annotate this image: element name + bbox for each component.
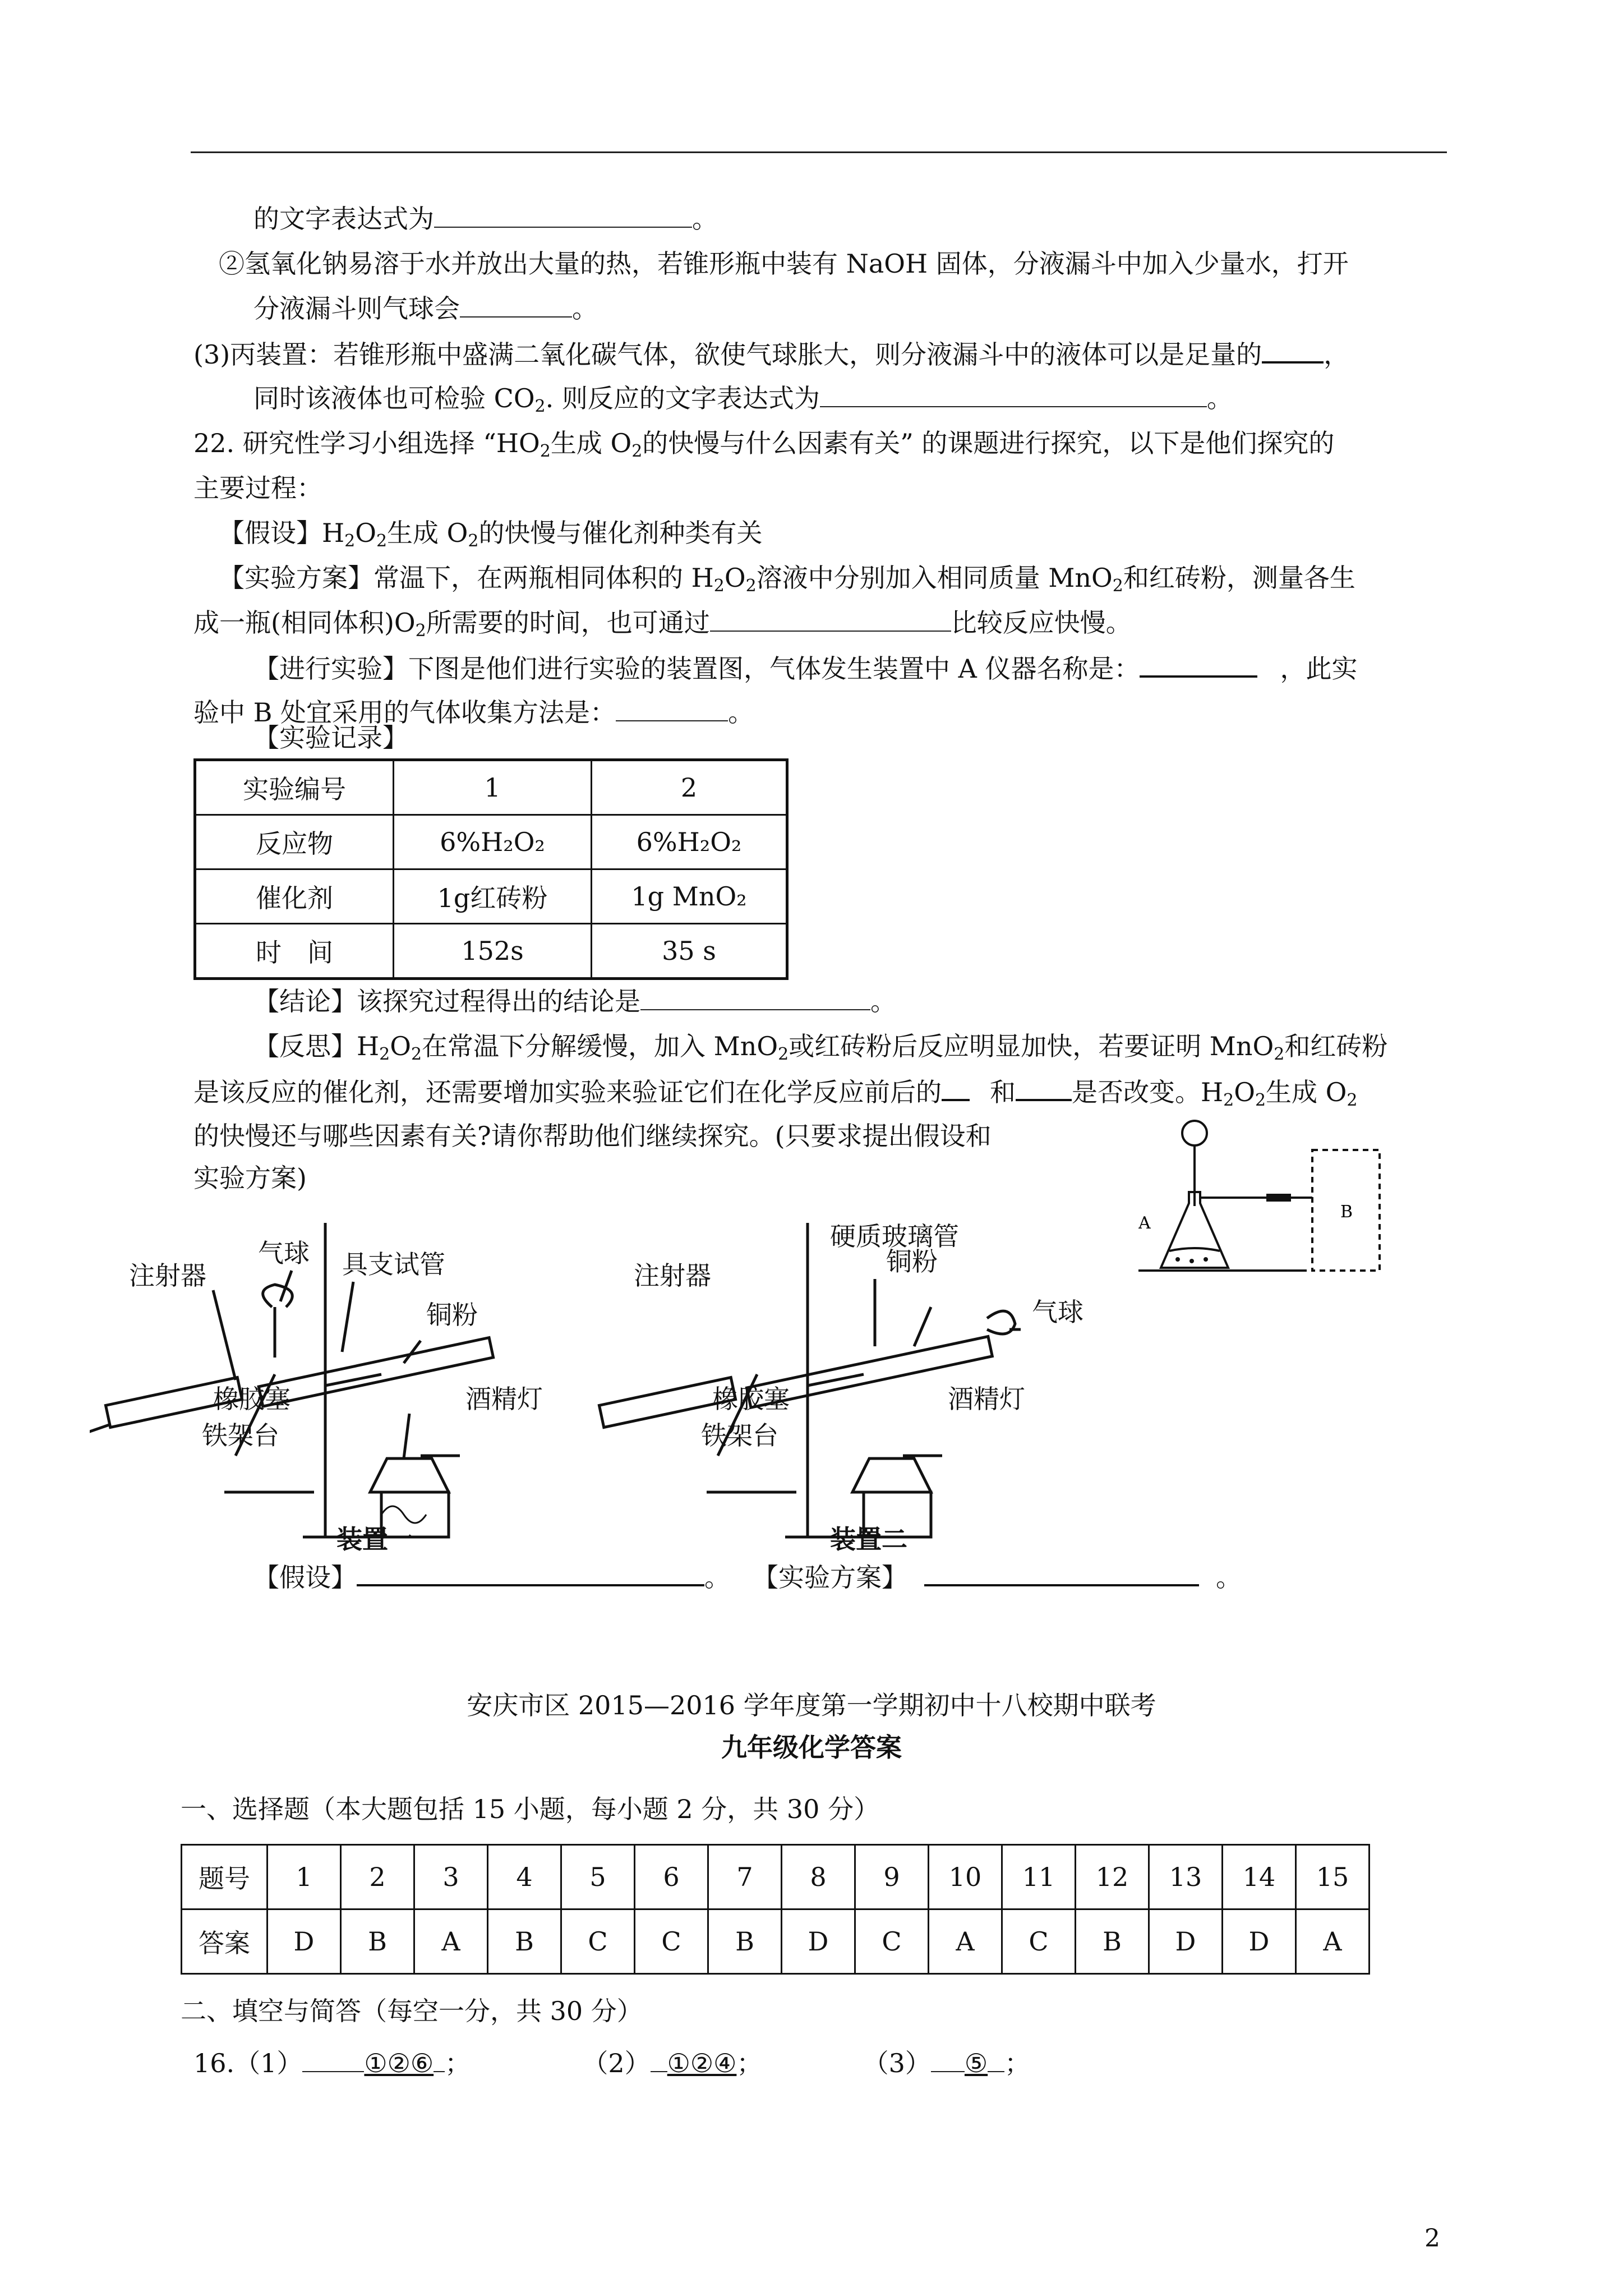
table-cell: 反应物 — [195, 815, 394, 869]
answer-blank — [434, 2046, 445, 2072]
figure-label: 酒精灯 — [948, 1384, 1025, 1414]
text: O — [724, 563, 746, 593]
answer-blank — [924, 1559, 1199, 1586]
reflection-line-3 — [193, 1119, 992, 1153]
text: . 则反应的文字表达式为 — [545, 383, 820, 413]
figure-label: B — [1340, 1202, 1353, 1222]
answer-blank — [931, 2046, 965, 2072]
table-cell: A — [1296, 1910, 1370, 1974]
experiment-record-table — [193, 758, 789, 980]
table-cell: A — [414, 1910, 488, 1974]
answer-blank — [988, 2046, 1004, 2072]
figure-label: 气球 — [258, 1239, 310, 1268]
text: 【进行实验】下图是他们进行实验的装置图，气体发生装置中 A 仪器名称是： — [253, 654, 1140, 684]
subscript: 2 — [411, 1045, 422, 1064]
figure-label: 硬质玻璃管 — [830, 1222, 959, 1251]
header-rule — [191, 151, 1447, 153]
gas-generation-apparatus — [1138, 1116, 1385, 1285]
text: 。 — [692, 204, 718, 234]
text: 安庆市区 2015—2016 学年度第一学期初中十八校期中联考 — [467, 1690, 1156, 1720]
text: O — [390, 1031, 411, 1061]
plan-line-2 — [193, 606, 1132, 639]
table-cell: 13 — [1149, 1845, 1223, 1910]
text: 是否改变。H — [1072, 1077, 1224, 1107]
text: 【假设】 — [253, 1562, 357, 1593]
subscript: 2 — [379, 1045, 390, 1064]
text: 的快慢与催化剂种类有关 — [478, 518, 763, 548]
record-heading — [253, 721, 408, 754]
table-row — [182, 1845, 1370, 1910]
text: 分液漏斗则气球会 — [253, 293, 460, 324]
figure-label: 注射器 — [129, 1261, 206, 1290]
text: 溶液中分别加入相同质量 MnO — [756, 563, 1113, 593]
text: 实验方案) — [193, 1163, 307, 1193]
answer-blank — [651, 2046, 667, 2072]
text: 。 — [704, 1562, 730, 1593]
answer-text: ⑤ — [964, 2048, 988, 2078]
text: 在常温下分解缓慢，加入 MnO — [422, 1031, 778, 1061]
table-cell: 8 — [782, 1845, 855, 1910]
table-cell: C — [635, 1910, 708, 1974]
text: 成一瓶(相同体积)O — [193, 608, 416, 638]
text: 二、填空与简答（每空一分，共 30 分） — [181, 1996, 643, 2026]
text: O — [519, 428, 540, 458]
reflection-line-2 — [193, 1074, 1357, 1109]
answer-key-title — [0, 1688, 1623, 1722]
text: (3)丙装置：若锥形瓶中盛满二氧化碳气体，欲使气球胀大，则分液漏斗中的液体可以是足量的 — [193, 339, 1262, 370]
text: 【实验方案】 — [753, 1562, 907, 1593]
figure-label: 铜粉 — [426, 1300, 478, 1329]
table-cell: B — [1076, 1910, 1149, 1974]
text-line — [193, 471, 322, 505]
text: 的快慢与什么因素有关” 的课题进行探究，以下是他们探究的 — [642, 428, 1335, 458]
text: ； — [736, 2048, 763, 2078]
table-cell: 答案 — [182, 1910, 268, 1974]
subscript: 2 — [344, 531, 356, 551]
figure-label: 铁架台 — [701, 1421, 778, 1450]
answer-blank — [820, 381, 1207, 407]
text: （2） — [582, 2048, 651, 2078]
answer-key-subtitle — [0, 1731, 1623, 1764]
table-cell: 3 — [414, 1845, 488, 1910]
text: 生成 O — [1266, 1077, 1347, 1107]
text: ； — [445, 2048, 471, 2078]
answer-blank — [1140, 651, 1257, 678]
table-cell: C — [855, 1910, 929, 1974]
text: 验中 B 处宜采用的气体收集方法是： — [193, 697, 616, 728]
hypothesis-answer-line — [253, 1559, 1242, 1594]
page-number: 2 — [1424, 2224, 1440, 2253]
table-row — [195, 760, 787, 815]
table-cell: B — [488, 1910, 561, 1974]
conclusion-line — [253, 984, 896, 1018]
answer-blank — [302, 2046, 364, 2072]
text: ②氢氧化钠易溶于水并放出大量的热，若锥形瓶中装有 NaOH 固体，分液漏斗中加入少量水，打开 — [219, 249, 1349, 279]
subscript: 2 — [1347, 1091, 1358, 1110]
subscript: 2 — [468, 531, 479, 551]
table-cell: B — [341, 1910, 414, 1974]
subscript: 2 — [745, 576, 757, 596]
text-line — [253, 202, 718, 236]
table-cell: 6 — [635, 1845, 708, 1910]
text: 16.（1） — [193, 2048, 303, 2078]
text: O — [1234, 1077, 1255, 1107]
table-cell: B — [708, 1910, 782, 1974]
table-cell: 2 — [592, 760, 787, 815]
text: 。 — [1206, 383, 1233, 413]
answer-blank — [616, 696, 728, 721]
figure-caption: 装置二 — [830, 1525, 907, 1554]
answer-blank — [710, 606, 951, 632]
text: 和红砖粉 — [1284, 1031, 1388, 1061]
table-cell: D — [1223, 1910, 1296, 1974]
answer-blank — [434, 202, 692, 228]
text: （3） — [863, 2048, 931, 2078]
reflection-line-4 — [193, 1161, 307, 1195]
subscript: 2 — [540, 441, 551, 461]
text: 22. 研究性学习小组选择 “H — [193, 428, 519, 458]
figure-label: 铁架台 — [202, 1421, 279, 1450]
subscript: 2 — [376, 531, 388, 551]
text: 。 — [728, 697, 754, 728]
apparatus-one — [90, 1200, 606, 1559]
table-cell: D — [782, 1910, 855, 1974]
answer-blank — [1016, 1074, 1072, 1101]
subscript: 2 — [1274, 1045, 1285, 1064]
figure-label: A — [1138, 1213, 1151, 1233]
figure-caption: 装置一 — [336, 1525, 414, 1554]
table-cell: 11 — [1002, 1845, 1076, 1910]
text: 的文字表达式为 — [253, 204, 434, 234]
question-22 — [193, 426, 1334, 460]
figure-label: 注射器 — [634, 1261, 711, 1290]
text: ； — [1004, 2048, 1031, 2078]
table-cell: 9 — [855, 1845, 929, 1910]
text: ， — [1324, 339, 1350, 370]
text: 九年级化学答案 — [721, 1732, 902, 1763]
text-line — [253, 292, 598, 325]
table-cell: 实验编号 — [195, 760, 394, 815]
plan-line — [219, 561, 1355, 595]
table-row — [182, 1910, 1370, 1974]
table-cell: 1 — [394, 760, 592, 815]
table-row — [195, 815, 787, 869]
table-cell: 152s — [394, 924, 592, 979]
subscript: 2 — [1223, 1091, 1234, 1110]
reflection-line — [253, 1029, 1387, 1063]
hypothesis-line — [219, 516, 762, 550]
answer-table — [181, 1844, 1370, 1975]
answer-text: ①②④ — [667, 2048, 737, 2078]
subscript: 2 — [1112, 576, 1123, 596]
text: 。 — [870, 986, 896, 1016]
figure-label: 橡胶塞 — [712, 1384, 790, 1414]
answer-blank — [1262, 337, 1324, 364]
table-cell: 12 — [1076, 1845, 1149, 1910]
figure-label: 橡胶塞 — [213, 1384, 291, 1414]
table-cell: 6%H₂O₂ — [592, 815, 787, 869]
table-cell: 1g红砖粉 — [394, 869, 592, 924]
q16-answer-line — [193, 2046, 1030, 2080]
answer-text: ①②⑥ — [364, 2048, 434, 2078]
table-cell: 15 — [1296, 1845, 1370, 1910]
subscript: 2 — [415, 621, 426, 641]
text-line — [193, 337, 1349, 371]
table-cell: D — [268, 1910, 341, 1974]
text: 比较反应快慢。 — [951, 608, 1132, 638]
table-cell: 6%H₂O₂ — [394, 815, 592, 869]
text: 【实验方案】常温下，在两瓶相同体积的 H — [219, 563, 714, 593]
text: 所需要的时间，也可通过 — [426, 608, 710, 638]
text: 的快慢还与哪些因素有关?请你帮助他们继续探究。(只要求提出假设和 — [193, 1121, 992, 1151]
figure-label: 具支试管 — [342, 1250, 445, 1279]
text: 【结论】该探究过程得出的结论是 — [253, 986, 640, 1016]
table-row — [195, 924, 787, 979]
subscript: 2 — [534, 397, 546, 416]
table-cell: 4 — [488, 1845, 561, 1910]
apparatus-two — [583, 1200, 1122, 1559]
subscript: 2 — [778, 1045, 789, 1064]
text: ，此实 — [1280, 654, 1358, 684]
figure-label: 铜粉 — [886, 1247, 938, 1276]
table-cell: D — [1149, 1910, 1223, 1974]
table-cell: 催化剂 — [195, 869, 394, 924]
text: 同时该液体也可检验 CO — [253, 383, 535, 413]
table-cell: 题号 — [182, 1845, 268, 1910]
subscript: 2 — [631, 441, 643, 461]
text: 【反思】H — [253, 1031, 380, 1061]
table-cell: 2 — [341, 1845, 414, 1910]
answer-blank — [942, 1074, 970, 1101]
table-cell: 5 — [561, 1845, 635, 1910]
text: 是该反应的催化剂，还需要增加实验来验证它们在化学反应前后的 — [193, 1077, 942, 1107]
text: O — [355, 518, 376, 548]
table-cell: 14 — [1223, 1845, 1296, 1910]
table-cell: 7 — [708, 1845, 782, 1910]
section-heading — [181, 1994, 643, 2028]
subscript: 2 — [1255, 1091, 1266, 1110]
text-line — [219, 247, 1349, 280]
table-cell: C — [1002, 1910, 1076, 1974]
text-line — [253, 381, 1233, 415]
table-cell: 1 — [268, 1845, 341, 1910]
table-cell: 时 间 — [195, 924, 394, 979]
subscript: 2 — [713, 576, 725, 596]
table-cell: 10 — [929, 1845, 1002, 1910]
answer-blank — [460, 292, 572, 318]
experiment-line — [253, 651, 1357, 685]
section-heading — [181, 1792, 879, 1826]
text: 生成 O — [387, 518, 468, 548]
table-cell: 35 s — [592, 924, 787, 979]
figure-label: 气球 — [1032, 1297, 1083, 1327]
text: 一、选择题（本大题包括 15 小题，每小题 2 分，共 30 分） — [181, 1794, 880, 1824]
table-cell: C — [561, 1910, 635, 1974]
text: 【假设】H — [219, 518, 345, 548]
text: 。 — [1216, 1562, 1242, 1593]
figure-label: 酒精灯 — [465, 1384, 543, 1414]
text: 生成 O — [550, 428, 632, 458]
answer-blank — [357, 1559, 704, 1586]
text: 【实验记录】 — [253, 723, 408, 753]
text: 或红砖粉后反应明显加快，若要证明 MnO — [789, 1031, 1274, 1061]
table-row — [195, 869, 787, 924]
answer-blank — [640, 984, 870, 1010]
table-cell: 1g MnO₂ — [592, 869, 787, 924]
text: 和红砖粉，测量各生 — [1123, 563, 1355, 593]
table-cell: A — [929, 1910, 1002, 1974]
text: 和 — [990, 1077, 1016, 1107]
text: 。 — [572, 293, 598, 324]
text: 主要过程： — [193, 473, 322, 503]
